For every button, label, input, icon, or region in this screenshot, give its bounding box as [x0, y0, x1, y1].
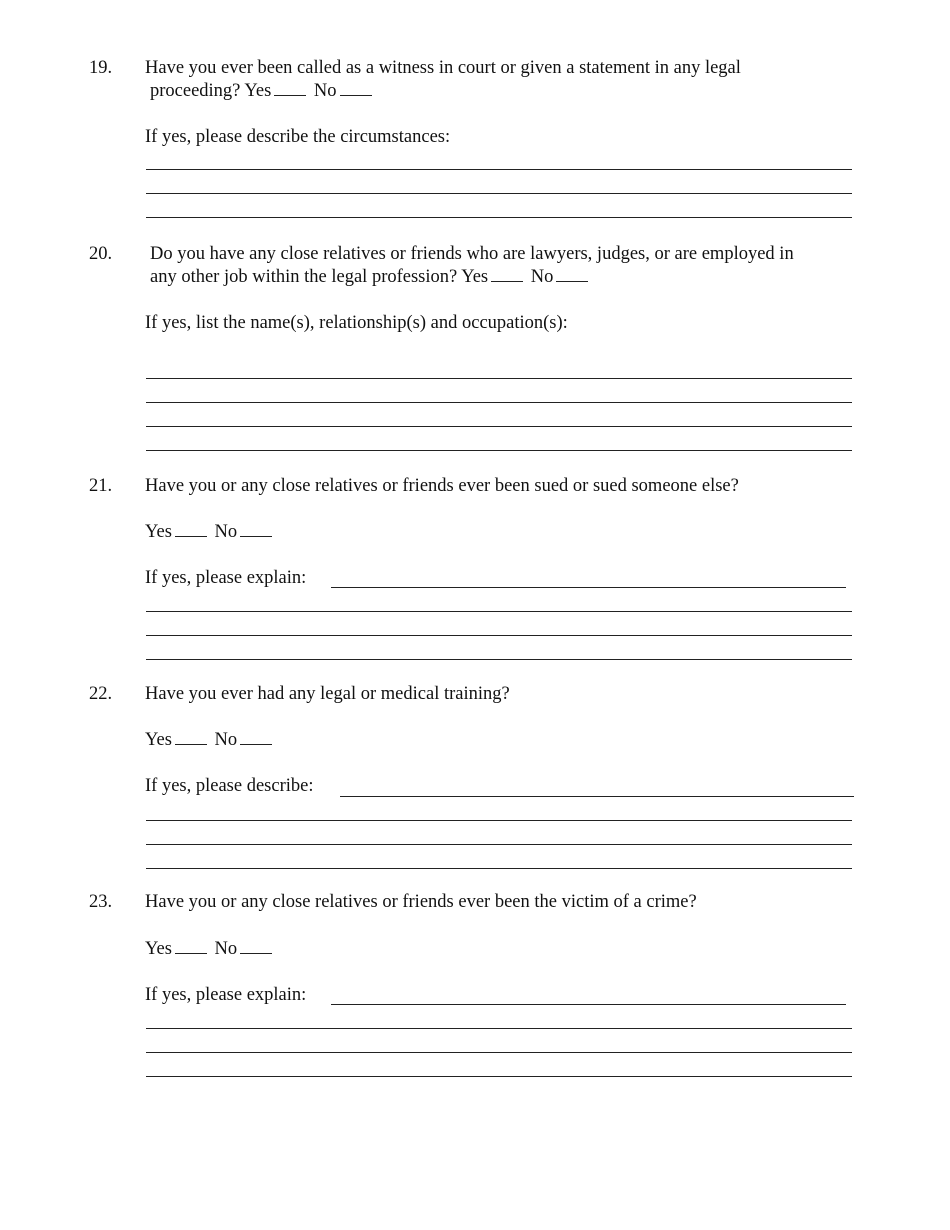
no-label: No [214, 730, 238, 750]
question-text [145, 57, 860, 103]
no-answer-blank[interactable] [340, 94, 372, 96]
followup-label: If yes, please explain: [145, 985, 307, 1005]
answer-line[interactable] [146, 844, 852, 845]
explain-field[interactable] [331, 1004, 846, 1005]
answer-line[interactable] [146, 193, 852, 194]
answer-line[interactable] [146, 1052, 852, 1053]
describe-field[interactable] [340, 796, 854, 797]
question-line-2: any other job within the legal profession? [150, 267, 458, 287]
yes-no-row [145, 938, 275, 961]
question-text [150, 243, 860, 289]
answer-line[interactable] [146, 659, 852, 660]
no-label: No [214, 522, 238, 542]
answer-line[interactable] [146, 1076, 852, 1077]
answer-line[interactable] [146, 868, 852, 869]
yes-no-row [145, 521, 275, 544]
no-answer-blank[interactable] [240, 952, 272, 954]
question-number: 19. [89, 58, 113, 78]
answer-line[interactable] [146, 217, 852, 218]
answer-line[interactable] [146, 169, 852, 170]
yes-label: Yes [145, 522, 172, 542]
question-line-2: proceeding? [150, 81, 241, 101]
answer-line[interactable] [146, 426, 852, 427]
yes-no-row [145, 729, 275, 752]
no-answer-blank[interactable] [240, 743, 272, 745]
answer-line[interactable] [146, 820, 852, 821]
explain-field[interactable] [331, 587, 846, 588]
question-text: Have you or any close relatives or friends ever been sued or sued someone else? [145, 476, 739, 496]
no-answer-blank[interactable] [556, 280, 588, 282]
followup-label: If yes, please describe: [145, 776, 314, 796]
yes-label: Yes [461, 267, 489, 287]
followup-label: If yes, please describe the circumstances: [145, 127, 451, 147]
yes-answer-blank[interactable] [175, 952, 207, 954]
yes-label: Yes [145, 730, 172, 750]
question-text: Have you ever had any legal or medical training? [145, 684, 510, 704]
followup-label: If yes, list the name(s), relationship(s) and occupation(s): [145, 313, 568, 333]
no-label: No [530, 267, 554, 287]
no-answer-blank[interactable] [240, 535, 272, 537]
no-label: No [313, 81, 337, 101]
answer-line[interactable] [146, 450, 852, 451]
answer-line[interactable] [146, 378, 852, 379]
question-number: 20. [89, 244, 113, 264]
yes-answer-blank[interactable] [274, 94, 306, 96]
followup-label: If yes, please explain: [145, 568, 307, 588]
yes-label: Yes [145, 939, 172, 959]
question-line-1: Do you have any close relatives or friends who are lawyers, judges, or are employed in [150, 244, 794, 264]
question-line-1: Have you ever been called as a witness in court or given a statement in any legal [145, 58, 741, 78]
question-text: Have you or any close relatives or friends ever been the victim of a crime? [145, 892, 697, 912]
question-number: 21. [89, 476, 113, 496]
question-number: 23. [89, 892, 113, 912]
answer-line[interactable] [146, 402, 852, 403]
answer-line[interactable] [146, 635, 852, 636]
no-label: No [214, 939, 238, 959]
answer-line[interactable] [146, 1028, 852, 1029]
yes-answer-blank[interactable] [175, 743, 207, 745]
yes-label: Yes [244, 81, 272, 101]
yes-answer-blank[interactable] [491, 280, 523, 282]
yes-answer-blank[interactable] [175, 535, 207, 537]
answer-line[interactable] [146, 611, 852, 612]
question-number: 22. [89, 684, 113, 704]
